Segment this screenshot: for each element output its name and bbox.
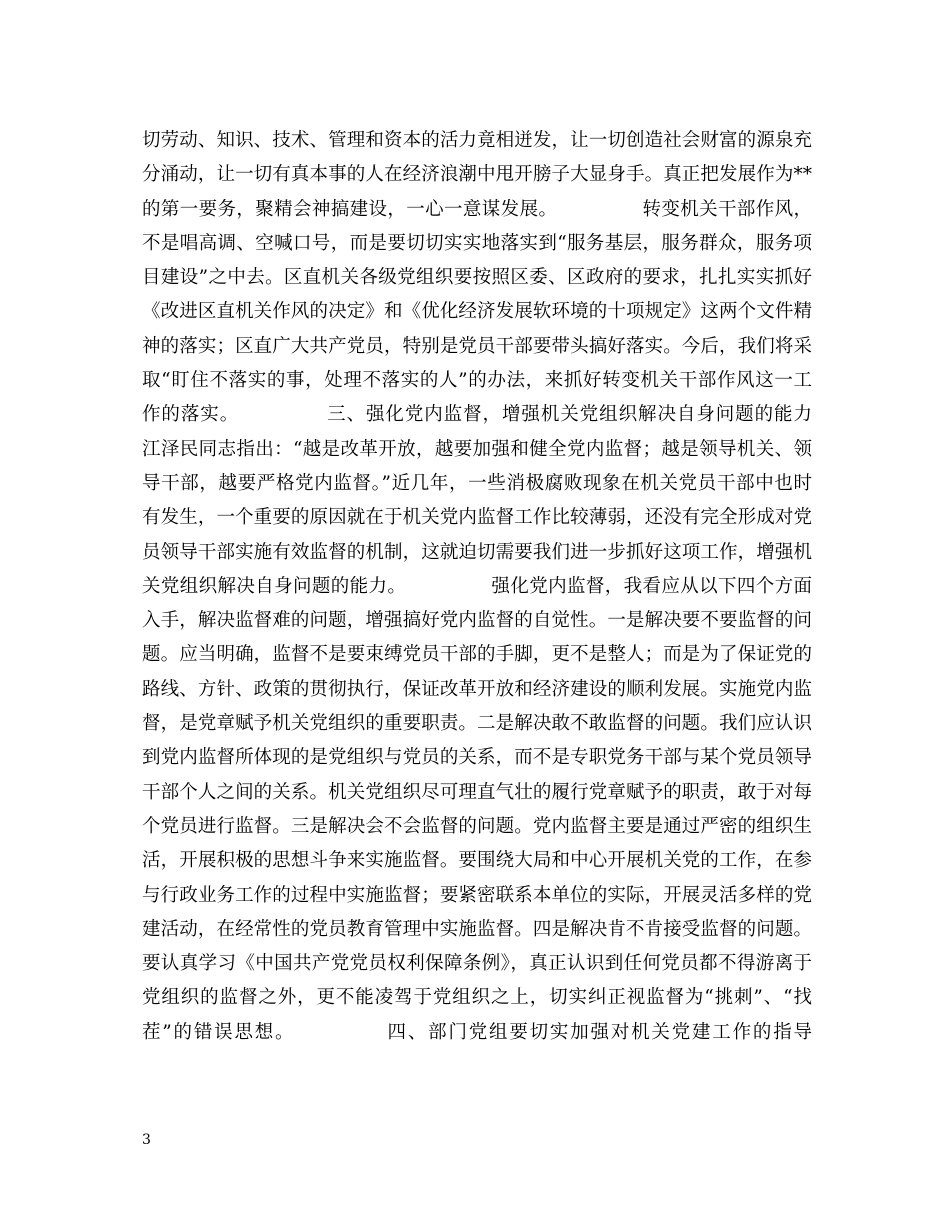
text-line: 导干部，越要严格党内监督。”近几年，一些消极腐败现象在机关党员干部中也时 [142, 472, 812, 494]
text-line: 入手，解决监督难的问题，增强搞好党内监督的自觉性。一是解决要不要监督的问 [142, 610, 812, 632]
body-text [142, 124, 812, 1050]
text-line: 作的落实。 三、强化党内监督，增强机关党组织解决自身问题的能力 [142, 404, 812, 426]
text-line: 的第一要务，聚精会神搞建设，一心一意谋发展。 转变机关干部作风， [142, 198, 812, 220]
text-line: 干部个人之间的关系。机关党组织尽可理直气壮的履行党章赋予的职责，敢于对每 [142, 781, 812, 803]
text-line: 个党员进行监督。三是解决会不会监督的问题。党内监督主要是通过严密的组织生 [142, 815, 812, 837]
text-line: 党组织的监督之外，更不能凌驾于党组织之上，切实纠正视监督为“挑刺”、“找 [142, 987, 812, 1009]
text-line: 取“盯住不落实的事，处理不落实的人”的办法，来抓好转变机关干部作风这一工 [142, 370, 812, 392]
page-number: 3 [142, 1132, 151, 1148]
text-line: 关党组织解决自身问题的能力。 强化党内监督，我看应从以下四个方面 [142, 575, 812, 597]
text-line: 建活动，在经常性的党员教育管理中实施监督。四是解决肯不肯接受监督的问题。 [142, 918, 812, 940]
text-line: 到党内监督所体现的是党组织与党员的关系，而不是专职党务干部与某个党员领导 [142, 747, 812, 769]
text-line: 有发生，一个重要的原因就在于机关党内监督工作比较薄弱，还没有完全形成对党 [142, 507, 812, 529]
text-line: 要认真学习《中国共产党党员权利保障条例》，真正认识到任何党员都不得游离于 [142, 953, 812, 975]
text-line: 与行政业务工作的过程中实施监督；要紧密联系本单位的实际，开展灵活多样的党 [142, 884, 812, 906]
text-line: 路线、方针、政策的贯彻执行，保证改革开放和经济建设的顺利发展。实施党内监 [142, 678, 812, 700]
text-line: 督，是党章赋予机关党组织的重要职责。二是解决敢不敢监督的问题。我们应认识 [142, 713, 812, 735]
text-line: 分涌动，让一切有真本事的人在经济浪潮中甩开膀子大显身手。真正把发展作为** [142, 164, 812, 186]
text-line: 目建设”之中去。区直机关各级党组织要按照区委、区政府的要求，扎扎实实抓好 [142, 267, 812, 289]
text-line: 不是唱高调、空喊口号，而是要切切实实地落实到“服务基层，服务群众，服务项 [142, 232, 812, 254]
text-line: 茬”的错误思想。 四、部门党组要切实加强对机关党建工作的指导 [142, 1021, 812, 1043]
text-line: 江泽民同志指出：“越是改革开放，越要加强和健全党内监督；越是领导机关、领 [142, 438, 812, 460]
text-line: 题。应当明确，监督不是要束缚党员干部的手脚，更不是整人；而是为了保证党的 [142, 644, 812, 666]
text-line: 员领导干部实施有效监督的机制，这就迫切需要我们进一步抓好这项工作，增强机 [142, 541, 812, 563]
text-line: 神的落实；区直广大共产党员，特别是党员干部要带头搞好落实。今后，我们将采 [142, 335, 812, 357]
text-line: 切劳动、知识、技术、管理和资本的活力竟相迸发，让一切创造社会财富的源泉充 [142, 130, 812, 151]
text-line: 《改进区直机关作风的决定》和《优化经济发展软环境的十项规定》这两个文件精 [142, 301, 812, 323]
text-line: 活，开展积极的思想斗争来实施监督。要围绕大局和中心开展机关党的工作，在参 [142, 850, 812, 872]
